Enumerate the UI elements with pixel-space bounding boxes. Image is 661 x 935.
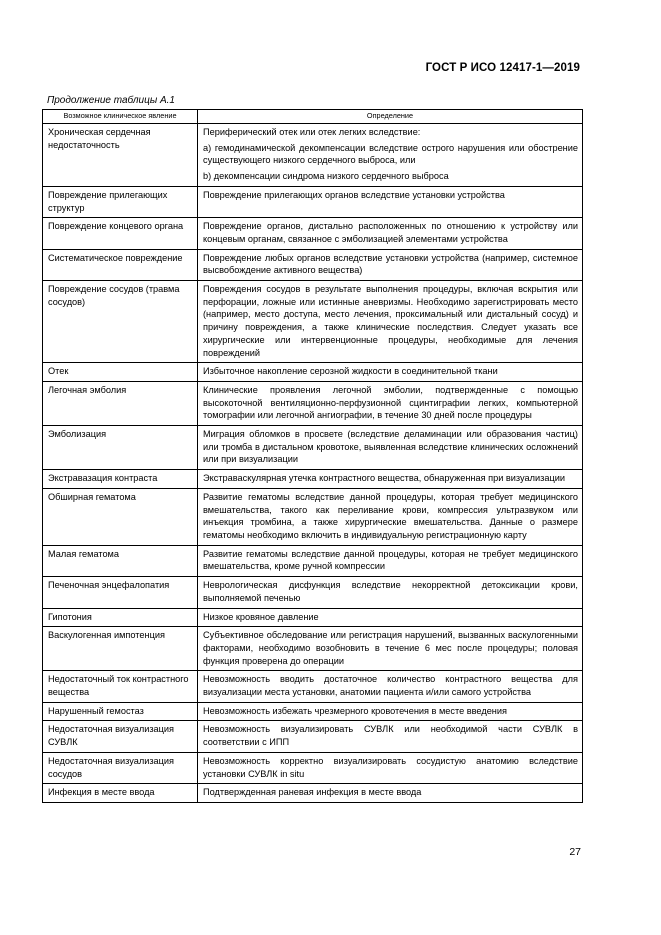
column-header-event: Возможное клиническое явление [43, 110, 198, 124]
definition-cell [198, 752, 583, 783]
clinical-event-cell: Повреждение прилегающих структур [43, 186, 198, 217]
clinical-event-cell: Повреждение сосудов (травма сосудов) [43, 281, 198, 363]
clinical-event-cell: Малая гематома [43, 545, 198, 576]
table-row [43, 608, 583, 627]
clinical-event-cell: Систематическое повреждение [43, 249, 198, 280]
clinical-event-cell: Нарушенный гемостаз [43, 702, 198, 721]
definition-paragraph: Избыточное накопление серозной жидкости в соединительной ткани [203, 366, 498, 377]
definition-cell [198, 281, 583, 363]
definition-cell [198, 426, 583, 470]
table-row [43, 426, 583, 470]
clinical-event-cell: Печеночная энцефалопатия [43, 577, 198, 608]
definition-paragraph: Подтвержденная раневая инфекция в месте ввода [203, 787, 422, 798]
clinical-event-cell: Инфекция в месте ввода [43, 784, 198, 803]
page-number: 27 [569, 846, 581, 858]
clinical-event-cell: Недостаточная визуализация сосудов [43, 752, 198, 783]
table-row [43, 218, 583, 249]
definition-paragraph: Неврологическая дисфункция вследствие некорректной детоксикации крови, выполняемой печенью [203, 580, 578, 603]
definition-paragraph: Повреждение органов, дистально расположенных по отношению к устройству или концевым органам, связанное с эмболизацией элементами устройства [203, 221, 578, 244]
definition-paragraph: Периферический отек или отек легких вследствие: [203, 127, 421, 137]
definition-paragraph: Невозможность вводить достаточное количество контрастного вещества для визуализации места установки, анатомии пациента и/или самого устройства [203, 674, 578, 698]
column-header-definition: Определение [198, 110, 583, 124]
clinical-event-cell: Обширная гематома [43, 488, 198, 545]
definition-paragraph: а) гемодинамической декомпенсации вследствие острого нарушения или обострение существующего низкого сердечного выброса, или [203, 142, 578, 166]
definition-paragraph: Развитие гематомы вследствие данной процедуры, которая требует медицинского вмешательства, такого как переливание крови, компрессия ультразвуком или инъекция тромбина, а также хирургические вмешательства. Данные о размере гематомы необходимо включить в индивидуальную регистрационную карту [203, 491, 578, 540]
table-header-row [43, 110, 583, 124]
clinical-event-cell: Недостаточный ток контрастного вещества [43, 671, 198, 702]
definition-cell [198, 721, 583, 752]
table-body [43, 124, 583, 803]
table-row [43, 577, 583, 608]
definition-paragraph: Миграция обломков в просвете (вследствие деламинации или образования частиц) или тромба в дистальном кровотоке, выявленная вследствие клинических осложнений или при визуализации [203, 429, 578, 465]
definition-cell [198, 627, 583, 671]
clinical-event-cell: Отек [43, 363, 198, 382]
definition-cell [198, 186, 583, 217]
clinical-event-cell: Повреждение концевого органа [43, 218, 198, 249]
definition-paragraph: Низкое кровяное давление [203, 611, 319, 622]
table-row [43, 124, 583, 187]
clinical-event-cell: Эмболизация [43, 426, 198, 470]
definition-paragraph: Клинические проявления легочной эмболии, подтвержденные с помощью высокоточной вентиляционно-перфузионной сцинтиграфии легких, компьютерной томографии или легочной ангиографии, в течение 30 дней после процедуры [203, 384, 578, 421]
table-row [43, 784, 583, 803]
definition-cell [198, 470, 583, 489]
clinical-event-cell: Недостаточная визуализация СУВЛК [43, 721, 198, 752]
document-standard-number: ГОСТ Р ИСО 12417-1—2019 [425, 62, 580, 74]
table-row [43, 702, 583, 721]
table-row [43, 488, 583, 545]
definition-cell [198, 363, 583, 382]
table-row [43, 186, 583, 217]
definition-paragraph: Повреждение любых органов вследствие установки устройства (например, системное высвобождение активного вещества) [203, 252, 578, 276]
definition-paragraph: Экстраваскулярная утечка контрастного вещества, обнаруженная при визуализации [203, 473, 565, 484]
table-row [43, 752, 583, 783]
clinical-event-cell: Васкулогенная импотенция [43, 627, 198, 671]
clinical-event-cell: Экстравазация контраста [43, 470, 198, 489]
clinical-event-cell: Гипотония [43, 608, 198, 627]
definition-paragraph: Развитие гематомы вследствие данной процедуры, которая не требует медицинского вмешательства, кроме ручной компрессии [203, 548, 578, 572]
table-row [43, 627, 583, 671]
definition-cell [198, 218, 583, 249]
table-caption: Продолжение таблицы А.1 [47, 95, 175, 106]
definition-paragraph: Невозможность корректно визуализировать сосудистую анатомию вследствие установки СУВЛК in situ [203, 755, 578, 779]
definition-cell [198, 381, 583, 425]
table-row [43, 381, 583, 425]
definition-cell [198, 577, 583, 608]
table-row [43, 671, 583, 702]
table-row [43, 470, 583, 489]
definition-paragraph: Невозможность визуализировать СУВЛК или необходимой части СУВЛК в соответствии с ИПП [203, 724, 578, 748]
definition-cell [198, 124, 583, 187]
table-row [43, 721, 583, 752]
definition-cell [198, 608, 583, 627]
definition-paragraph: Повреждения сосудов в результате выполнения процедуры, включая вскрытия или перфорации, ложные или истинные аневризмы. Необходимо зарегистрировать место (например, место доступа, место лечения, проксимальный или дистальный сосуд) и причину повреждения, а также клинические последствия. Следует указать все хирургические или интервенционные процедуры, необходимые для лечения повреждений [203, 284, 578, 358]
adverse-events-table [42, 109, 583, 803]
definition-paragraph: Субъективное обследование или регистрация нарушений, вызванных васкулогенными факторами, необходимо возобновить в течение 6 мес после процедуры; половая функция проверена до операции [203, 630, 578, 666]
definition-cell [198, 249, 583, 280]
table-row [43, 249, 583, 280]
table-row [43, 281, 583, 363]
clinical-event-cell: Легочная эмболия [43, 381, 198, 425]
definition-cell [198, 702, 583, 721]
table-row [43, 363, 583, 382]
definition-cell [198, 545, 583, 576]
definition-paragraph: Невозможность избежать чрезмерного кровотечения в месте введения [203, 705, 507, 716]
definition-cell [198, 671, 583, 702]
table-row [43, 545, 583, 576]
definition-cell [198, 488, 583, 545]
definition-cell [198, 784, 583, 803]
definition-paragraph: Повреждение прилегающих органов вследствие установки устройства [203, 189, 505, 200]
definition-paragraph: b) декомпенсации синдрома низкого сердечного выброса [203, 171, 449, 182]
clinical-event-cell: Хроническая сердечная недостаточность [43, 124, 198, 187]
